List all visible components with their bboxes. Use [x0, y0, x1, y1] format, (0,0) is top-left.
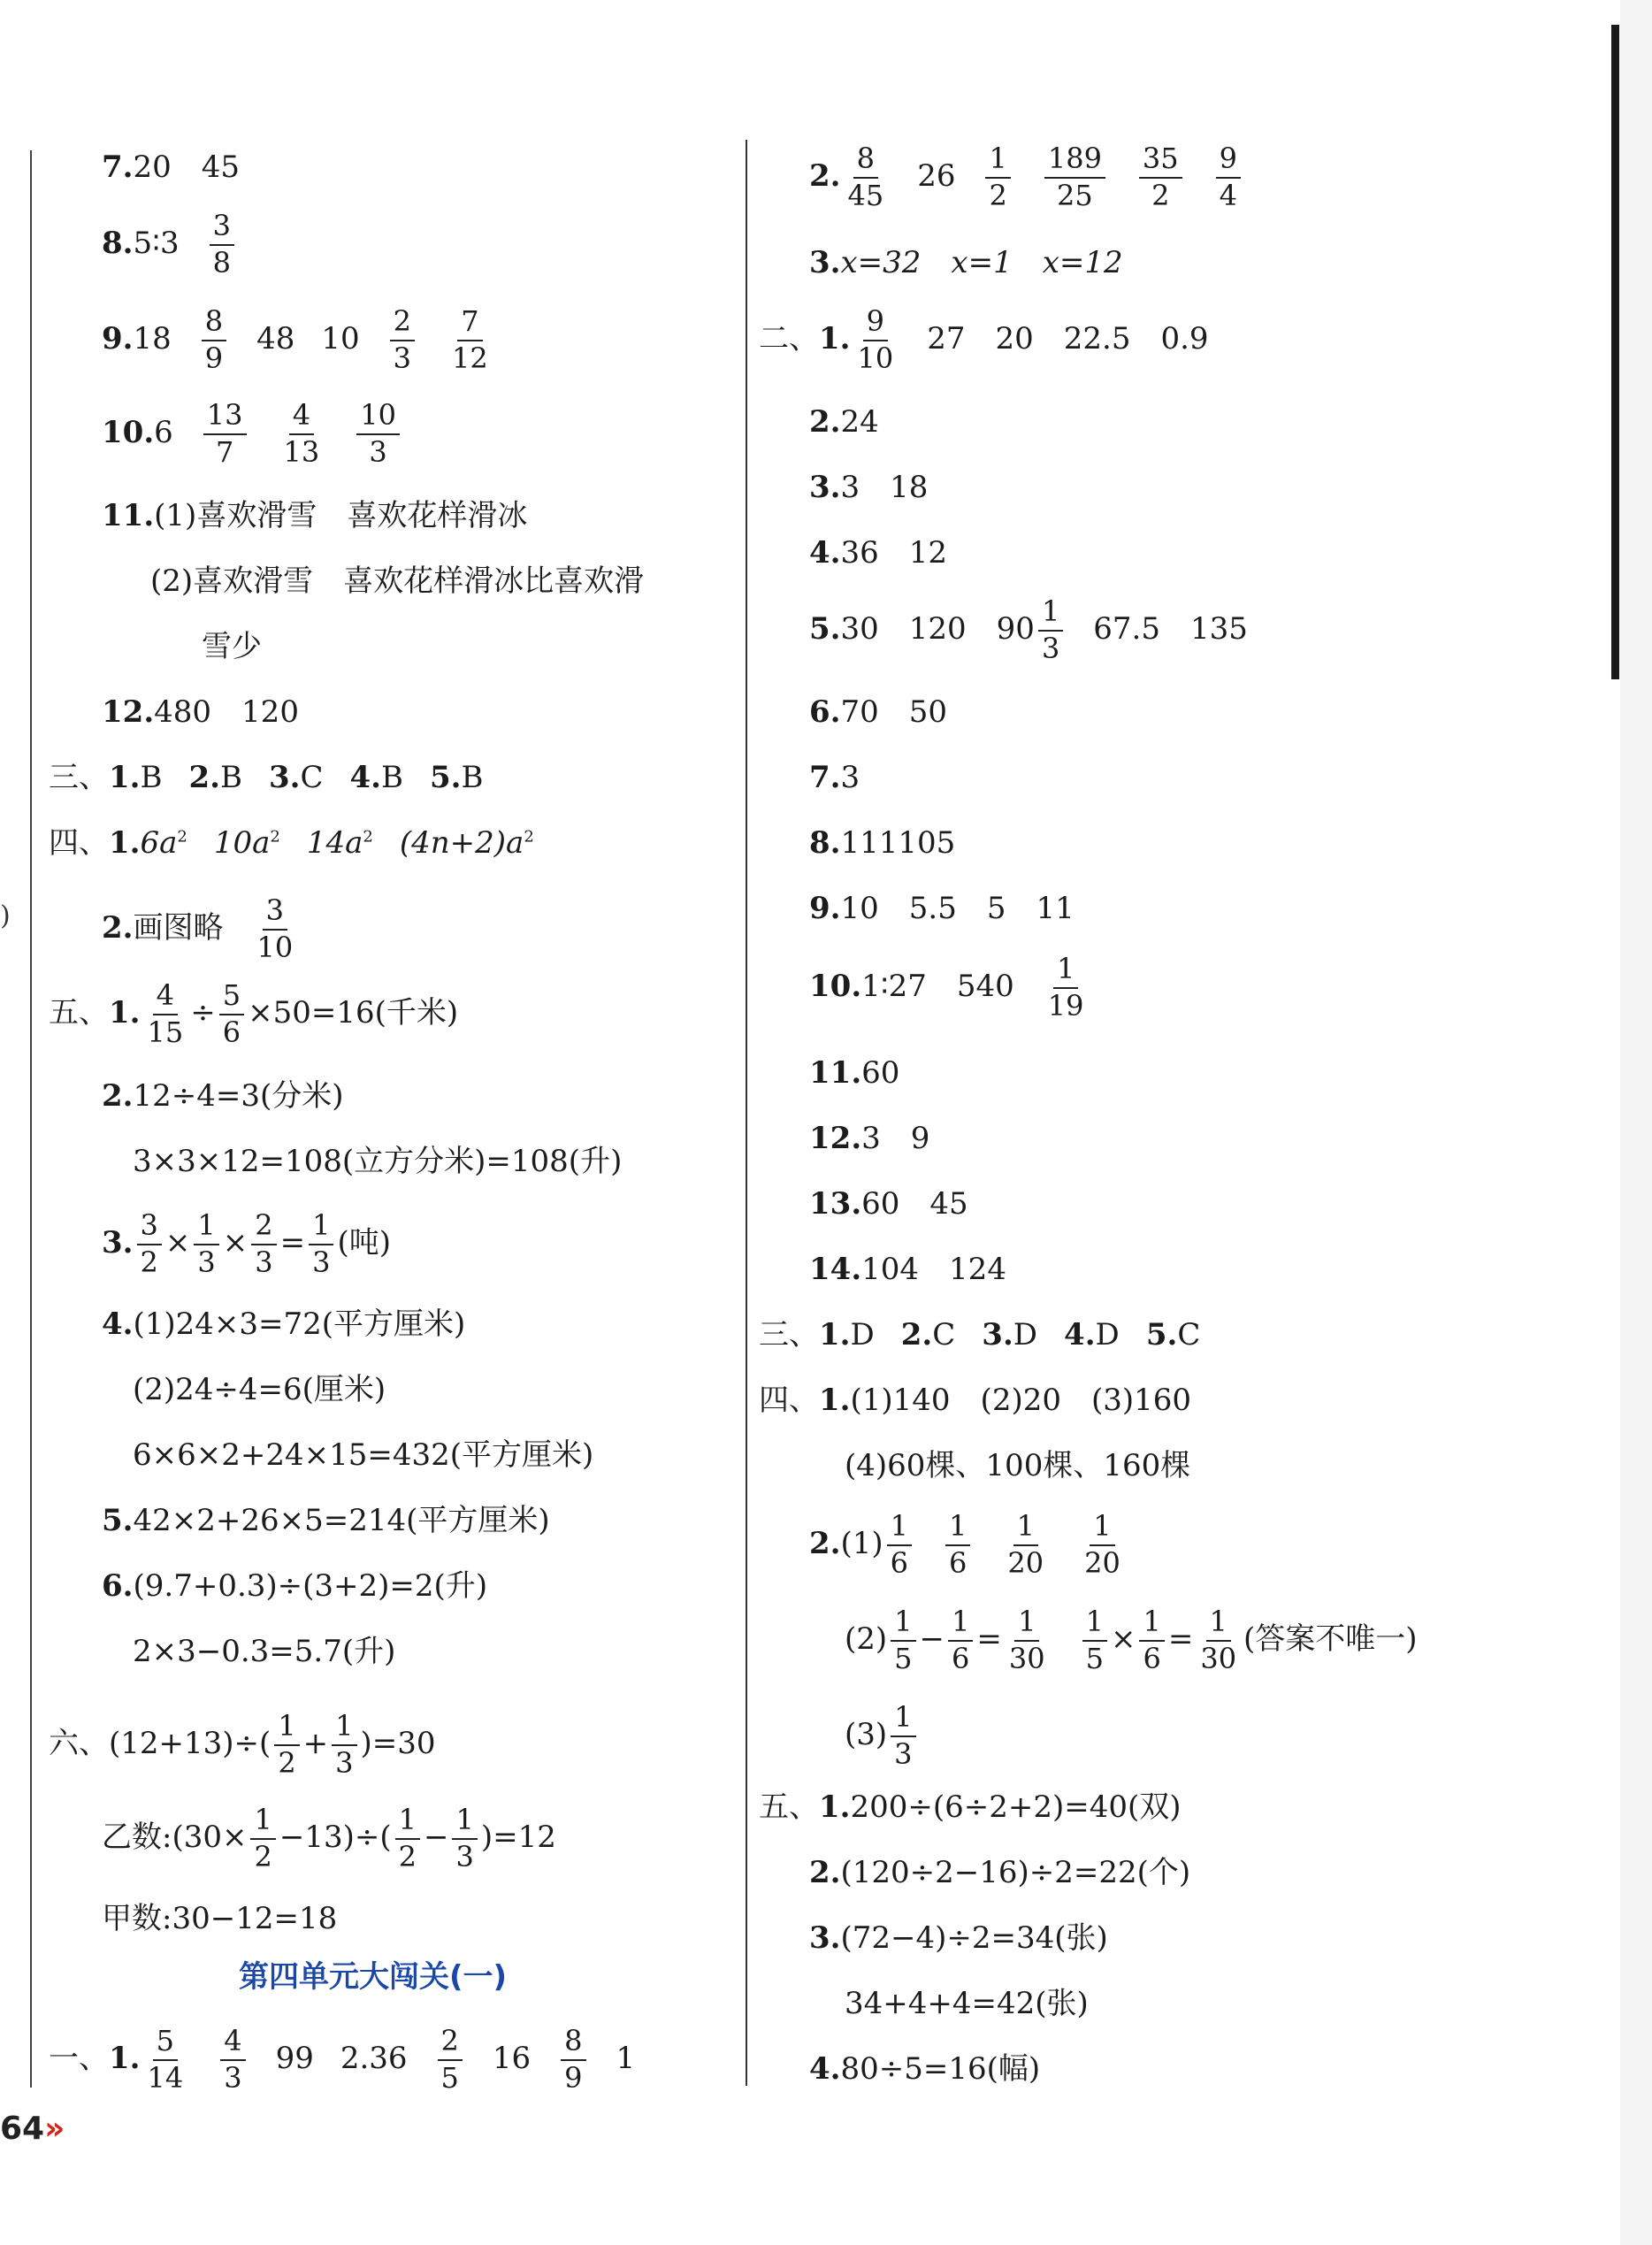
crop-mark: ) — [0, 900, 11, 931]
fraction: $\frac{3}{8}$ — [210, 211, 234, 280]
fraction: $\frac{1}{20}$ — [1084, 1509, 1120, 1580]
answer-line: 2. $\frac{8}{45}$ 26 $\frac{1}{2}$ $\frac{189}{25}$ $\frac{35}{2}$ $\frac{9}{4}$ — [809, 143, 1244, 212]
answer-line: 2×3−0.3=5.7(升) — [133, 1634, 396, 1669]
answer-line: 12.480 120 — [102, 694, 299, 730]
answer-line: 6×6×2+24×15=432(平方厘米) — [133, 1437, 594, 1473]
fraction: $\frac{189}{25}$ — [1044, 143, 1105, 212]
fraction: $\frac{1}{30}$ — [1008, 1605, 1045, 1675]
answer-line: 4.80÷5=16(幅) — [809, 2051, 1041, 2087]
answer-line: 34+4+4=42(张) — [845, 1986, 1089, 2021]
fraction: $\frac{1}{20}$ — [1007, 1509, 1044, 1580]
fraction: $\frac{1}{2}$ — [274, 1711, 299, 1780]
fraction: $\frac{4}{15}$ — [147, 978, 184, 1049]
fraction: $\frac{1}{19}$ — [1047, 952, 1084, 1023]
answer-line: (3) $\frac{1}{3}$ — [845, 1702, 920, 1771]
answer-line: 3×3×12=108(立方分米)=108(升) — [133, 1144, 623, 1179]
answer-line: 7.3 — [809, 760, 860, 795]
answer-line: (2) $\frac{1}{5}$ − $\frac{1}{6}$ = $\frac{1}{30}$ $\frac{1}{5}$ × $\frac{1}{6}$ = $\frac{1}{30}$ (答案不唯一) — [845, 1605, 1418, 1675]
answer-line: (4)60棵、100棵、160棵 — [845, 1448, 1191, 1483]
answer-line: 五、1.200÷(6÷2+2)=40(双) — [759, 1789, 1182, 1825]
fraction: $\frac{1}{30}$ — [1200, 1605, 1237, 1675]
answer-line: 2.画图略 $\frac{3}{10}$ — [102, 895, 300, 964]
answer-line: 14.104 124 — [809, 1252, 1006, 1287]
unit-title: 第四单元大闯关(一) — [239, 1959, 508, 1995]
section-3-answers: 三、1.B 2.B 3.C 4.B 5.B — [49, 760, 484, 795]
answer-line: 6.70 50 — [809, 694, 948, 730]
fraction: $\frac{2}{5}$ — [438, 2026, 463, 2095]
answer-line: 一、1. $\frac{5}{14}$ $\frac{4}{3}$ 99 2.36 $\frac{2}{5}$ 16 $\frac{8}{9}$ 1 — [49, 2024, 636, 2095]
fraction: $\frac{4}{3}$ — [220, 2026, 245, 2095]
answer-line: 13.60 45 — [809, 1186, 968, 1222]
fraction: $\frac{5}{14}$ — [147, 2024, 184, 2095]
fraction: $\frac{9}{4}$ — [1216, 143, 1241, 212]
page-edge-shadow — [1620, 0, 1652, 2245]
answer-line: 四、$1.6a^2$ $10a^2$ $14a^2$ $(4n+2)a^2$ — [49, 825, 534, 861]
fraction: $\frac{1}{3}$ — [332, 1711, 356, 1780]
answer-line: 10.1∶27 540 $\frac{1}{19}$ — [809, 954, 1091, 1023]
answer-line: 10.6 $\frac{13}{7}$ $\frac{4}{13}$ $\frac{10}{3}$ — [102, 400, 403, 469]
answer-line: 4.(1)24×3=72(平方厘米) — [102, 1306, 466, 1342]
answer-line: 11.(1)喜欢滑雪 喜欢花样滑冰 — [102, 498, 528, 533]
fraction: $\frac{1}{3}$ — [891, 1702, 915, 1771]
fraction: $\frac{1}{3}$ — [194, 1210, 218, 1279]
answer-line: 3.(72−4)÷2=34(张) — [809, 1920, 1108, 1956]
fraction: $\frac{1}{5}$ — [1082, 1606, 1107, 1675]
fraction: $\frac{1}{6}$ — [887, 1511, 912, 1580]
fraction: $\frac{5}{6}$ — [219, 980, 244, 1049]
fraction: $\frac{8}{9}$ — [561, 2026, 585, 2095]
fraction: $\frac{7}{12}$ — [452, 304, 488, 375]
answer-line: 3.3 18 — [809, 470, 929, 505]
page-arrow-icon: » — [44, 2111, 65, 2147]
answer-line: 3. $\frac{3}{2}$ × $\frac{1}{3}$ × $\frac{2}{3}$ = $\frac{1}{3}$ (吨) — [102, 1208, 391, 1279]
fraction: $\frac{1}{2}$ — [985, 143, 1010, 212]
answer-line: (2)喜欢滑雪 喜欢花样滑冰比喜欢滑 — [150, 563, 645, 599]
answer-line: 12.3 9 — [809, 1121, 930, 1156]
answer-line: 11.60 — [809, 1055, 900, 1091]
answer-line: 乙数:(30× $\frac{1}{2}$ −13)÷( $\frac{1}{2}$ − $\frac{1}{3}$ )=12 — [102, 1803, 556, 1873]
fraction: $\frac{3}{2}$ — [137, 1210, 162, 1279]
fraction: $\frac{1}{6}$ — [945, 1511, 970, 1580]
fraction: $\frac{1}{3}$ — [1038, 596, 1063, 665]
answer-line: 9.10 5.5 5 11 — [809, 891, 1075, 926]
answer-line: 甲数:30−12=18 — [102, 1901, 338, 1936]
fraction: $\frac{1}{6}$ — [1139, 1606, 1164, 1675]
left-margin-rule — [30, 150, 32, 2088]
answer-line: 6.(9.7+0.3)÷(3+2)=2(升) — [102, 1568, 488, 1604]
fraction: $\frac{2}{3}$ — [390, 306, 415, 375]
answer-line: 五、1. $\frac{4}{15}$ ÷ $\frac{5}{6}$ ×50=16(千米) — [49, 978, 459, 1049]
binding-spine — [1611, 25, 1619, 679]
answer-line: 9.18 $\frac{8}{9}$ 48 10 $\frac{2}{3}$ $\frac{7}{12}$ — [102, 306, 495, 375]
fraction: $\frac{13}{7}$ — [203, 400, 247, 469]
fraction: $\frac{1}{3}$ — [309, 1210, 333, 1279]
answer-line: 8.111105 — [809, 825, 956, 861]
answer-line: (2)24÷4=6(厘米) — [133, 1372, 386, 1407]
fraction: $\frac{4}{13}$ — [283, 398, 320, 469]
page-number: 64» — [0, 2111, 65, 2147]
answer-line: 5.42×2+26×5=214(平方厘米) — [102, 1503, 550, 1538]
fraction: $\frac{1}{2}$ — [250, 1804, 275, 1873]
fraction: $\frac{8}{9}$ — [202, 306, 226, 375]
fraction: $\frac{35}{2}$ — [1139, 143, 1182, 212]
fraction: $\frac{9}{10}$ — [857, 304, 894, 375]
fraction: $\frac{8}{45}$ — [847, 142, 884, 212]
section-3-answers: 三、1.D 2.C 3.D 4.D 5.C — [759, 1317, 1201, 1352]
answer-line: 7.20 45 — [102, 149, 241, 185]
fraction: $\frac{1}{5}$ — [891, 1606, 915, 1675]
fraction: $\frac{2}{3}$ — [251, 1210, 276, 1279]
answer-line: 2.24 — [809, 404, 879, 440]
column-divider — [746, 140, 747, 2086]
fraction: $\frac{1}{2}$ — [395, 1804, 420, 1873]
answer-line: 2.(120÷2−16)÷2=22(个) — [809, 1855, 1191, 1890]
answer-line: 5.30 120 90 $\frac{1}{3}$ 67.5 135 — [809, 594, 1248, 665]
answer-line: 8.5∶3 $\frac{3}{8}$ — [102, 211, 238, 280]
answer-line: 四、1.(1)140 (2)20 (3)160 — [759, 1383, 1192, 1418]
answer-line: 六、(12+13)÷( $\frac{1}{2}$ + $\frac{1}{3}$ )=30 — [49, 1709, 436, 1780]
answer-line: 4.36 12 — [809, 535, 948, 571]
answer-line: 3.x=32 x=1 x=12 — [809, 245, 1123, 280]
answer-line: 2.(1) $\frac{1}{6}$ $\frac{1}{6}$ $\frac{1}{20}$ $\frac{1}{20}$ — [809, 1511, 1128, 1580]
fraction: $\frac{10}{3}$ — [356, 400, 400, 469]
fraction: $\frac{3}{10}$ — [256, 893, 294, 964]
fraction: $\frac{1}{3}$ — [452, 1804, 477, 1873]
answer-line: 雪少 — [202, 629, 262, 664]
answer-line: 2.12÷4=3(分米) — [102, 1078, 344, 1114]
fraction: $\frac{1}{6}$ — [948, 1606, 973, 1675]
answer-line: 二、1. $\frac{9}{10}$ 27 20 22.5 0.9 — [759, 304, 1209, 375]
